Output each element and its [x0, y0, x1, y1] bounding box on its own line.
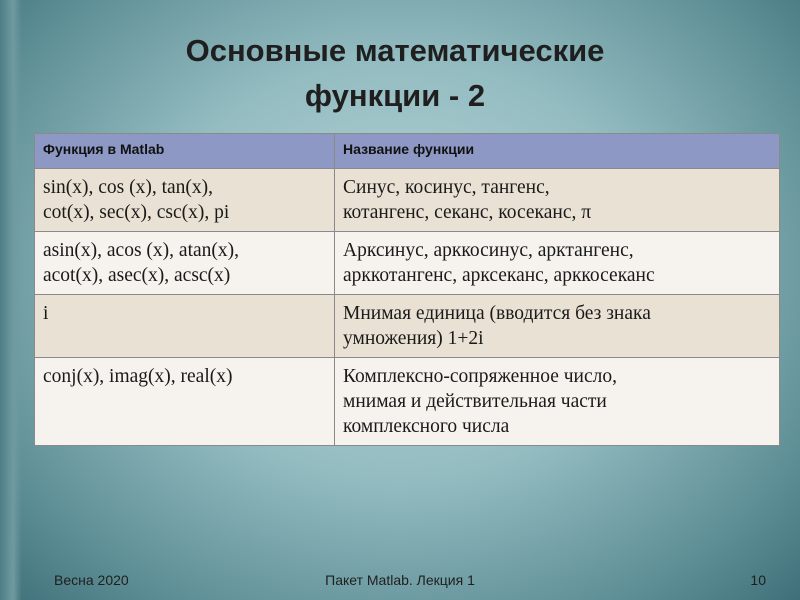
function-cell	[35, 358, 335, 446]
cell-line: комплексного числа	[343, 416, 510, 437]
cell-line: i	[43, 303, 49, 324]
cell-line: Мнимая единица (вводится без знака	[343, 303, 651, 324]
table-header-row	[35, 134, 780, 169]
slide-title-line-2: функции - 2	[304, 78, 486, 113]
header-name: Название функции	[335, 134, 780, 169]
name-cell	[335, 232, 780, 295]
slide-edge-bar	[0, 0, 22, 600]
table-row	[35, 232, 780, 295]
table-row	[35, 295, 780, 358]
cell-line: умножения) 1+2i	[343, 328, 484, 349]
header-function: Функция в Matlab	[35, 134, 335, 169]
cell-line: Арксинус, арккосинус, арктангенс,	[343, 240, 634, 261]
name-cell	[335, 358, 780, 446]
name-cell	[335, 295, 780, 358]
cell-line: арккотангенс, арксеканс, арккосеканс	[343, 265, 655, 286]
footer-page-number: 10	[750, 572, 766, 588]
cell-line: cot(x), sec(x), csc(x), pi	[43, 202, 230, 223]
function-cell	[35, 232, 335, 295]
slide-title-line-1: Основные математические	[185, 33, 605, 68]
cell-line: Синус, косинус, тангенс,	[343, 177, 550, 198]
name-cell	[335, 169, 780, 232]
cell-line: Комплексно-сопряженное число,	[343, 366, 617, 387]
table-row	[35, 358, 780, 446]
cell-line: sin(x), cos (x), tan(x),	[43, 177, 214, 198]
cell-line: conj(x), imag(x), real(x)	[43, 366, 233, 387]
footer-course: Пакет Matlab. Лекция 1	[325, 572, 475, 588]
functions-table	[34, 133, 780, 446]
cell-line: котангенс, секанс, косеканс, π	[343, 202, 592, 223]
table-row	[35, 169, 780, 232]
function-cell	[35, 295, 335, 358]
function-cell	[35, 169, 335, 232]
slide-title	[95, 28, 695, 118]
cell-line: мнимая и действительная части	[343, 391, 607, 412]
footer-date: Весна 2020	[54, 572, 129, 588]
cell-line: asin(x), acos (x), atan(x),	[43, 240, 239, 261]
cell-line: acot(x), asec(x), acsc(x)	[43, 265, 231, 286]
